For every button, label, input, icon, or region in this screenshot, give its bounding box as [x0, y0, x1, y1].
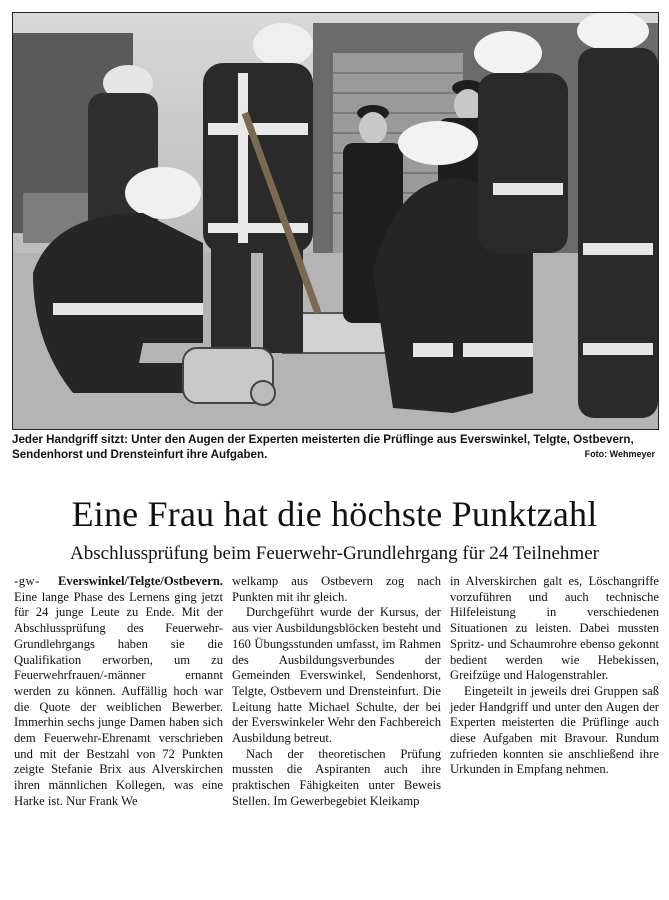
firefighters-photo-illustration — [13, 13, 658, 429]
article-subheadline: Abschlussprüfung beim Feuerwehr-Grundlehrgang für 24 Teilnehmer — [70, 543, 599, 564]
dateline: Everswinkel/Telgte/Ostbevern. — [58, 574, 223, 588]
article-column-1 — [14, 574, 223, 810]
article-paragraph — [14, 574, 223, 810]
article-paragraph: Nach der theoretischen Prüfung mussten die Aspiranten auch ihre praktischen Fähigkeiten unter Beweis Stellen. Im Gewerbegebiet Kleikamp — [232, 746, 441, 808]
caption-text: Jeder Handgriff sitzt: Unter den Augen der Experten meisterten die Prüflinge aus Everswinkel, Telgte, Ostbevern, Sendenhorst und Drensteinfurt ihre Aufgaben. — [12, 433, 634, 461]
article-column-3 — [450, 574, 659, 810]
article-paragraph: Eingeteilt in jeweils drei Gruppen saß jeder Handgriff und unter den Augen der Experten meisterten die Prüflinge auch diese Aufgaben mit Bravour. Rundum zufrieden konnten sie anschließend ihre Urkunden in Empfang nehmen. — [450, 683, 659, 777]
article-paragraph: Durchgeführt wurde der Kursus, der aus vier Ausbildungsblöcken besteht und 160 Übungsstunden umfasst, im Rahmen des Ausbildungsverbundes der Gemeinden Everswinkel, Sendenhorst, Telgte, Ostbevern und Drensteinfurt. Die Leitung hatte Michael Schulte, der bei der Everswinkeler Wehr den Fachbereich Ausbildung betreut. — [232, 605, 441, 746]
article-body — [14, 574, 660, 810]
byline: -gw- — [14, 574, 40, 588]
photo-caption — [12, 432, 657, 462]
photo-credit: Foto: Wehmeyer — [584, 449, 655, 459]
paragraph-text: Eine lange Phase des Lernens ging jetzt für 24 junge Leute zu Ende. Mit der Abschlussprüfung des Feuerwehr-Grundlehrgangs haben sie die Qualifikation erworben, um zu Feuerwehrfrauen/-männer ernannt werden zu können. Auffällig hoch war die Quote der weiblichen Bewerber. Immerhin sechs junge Damen haben sich dem Feuerwehr-Ehrenamt verschrieben und mit der Bestzahl von 72 Punkten zeigte Stefanie Brix aus Alverskirchen ihren männlichen Kollegen, was eine Harke ist. Nur Frank We — [14, 589, 223, 808]
news-photo — [12, 12, 659, 430]
article-paragraph: welkamp aus Ostbevern zog nach Punkten mit ihr gleich. — [232, 574, 441, 604]
article-column-2 — [232, 574, 441, 810]
article-paragraph: in Alverskirchen galt es, Löschangriffe vorzuführen und auch technische Hilfeleistung in verschiedenen Situationen zu leisten. Dabei mussten Spritz- und Schaumrohre ebenso gekonnt bedient werden wie Hebekissen, Greifzüge und Halogenstrahler. — [450, 574, 659, 683]
article-headline: Eine Frau hat die höchste Punktzahl — [71, 494, 598, 534]
